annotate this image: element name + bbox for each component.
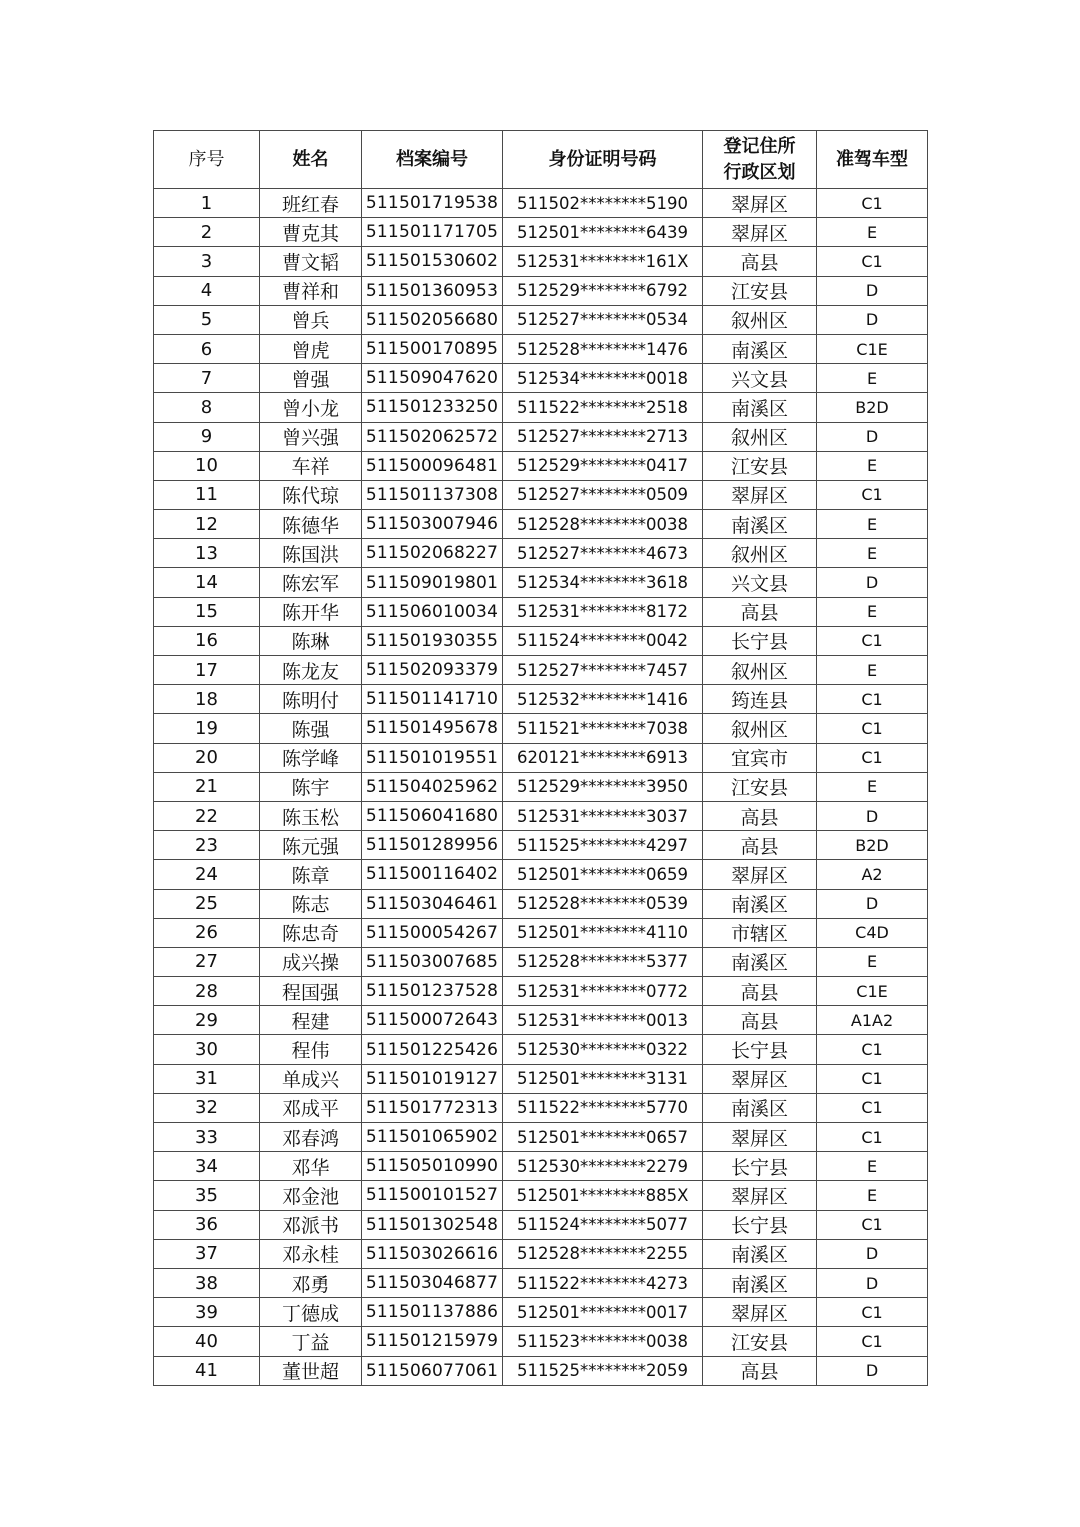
cell-name: 陈德华 [260, 510, 362, 539]
cell-id-number: 512527********2713 [503, 422, 703, 451]
cell-file-number: 511503007685 [362, 947, 503, 976]
cell-file-number: 511501171705 [362, 218, 503, 247]
table-row [154, 1152, 928, 1181]
table-row [154, 480, 928, 509]
cell-id-number: 512531********0772 [503, 977, 703, 1006]
cell-region: 翠屏区 [703, 1181, 817, 1210]
cell-id-number: 512530********2279 [503, 1152, 703, 1181]
table-row [154, 918, 928, 947]
license-list-sheet [153, 130, 927, 1386]
cell-license-type: C1 [817, 480, 928, 509]
cell-file-number: 511509019801 [362, 568, 503, 597]
table-row [154, 247, 928, 276]
cell-region: 江安县 [703, 1327, 817, 1356]
cell-file-number: 511503007946 [362, 510, 503, 539]
cell-file-number: 511500054267 [362, 918, 503, 947]
cell-license-type: C1 [817, 743, 928, 772]
cell-name: 邓华 [260, 1152, 362, 1181]
table-row [154, 947, 928, 976]
table-row [154, 510, 928, 539]
cell-serial-number: 38 [154, 1268, 260, 1297]
cell-name: 成兴操 [260, 947, 362, 976]
cell-file-number: 511501019551 [362, 743, 503, 772]
cell-id-number: 512501********0659 [503, 860, 703, 889]
cell-name: 陈国洪 [260, 539, 362, 568]
cell-serial-number: 8 [154, 393, 260, 422]
cell-region: 长宁县 [703, 1152, 817, 1181]
cell-license-type: E [817, 1181, 928, 1210]
cell-id-number: 512529********0417 [503, 451, 703, 480]
cell-id-number: 512527********4673 [503, 539, 703, 568]
table-row [154, 1268, 928, 1297]
cell-name: 陈强 [260, 714, 362, 743]
cell-name: 曹祥和 [260, 276, 362, 305]
cell-serial-number: 7 [154, 364, 260, 393]
cell-region: 南溪区 [703, 393, 817, 422]
cell-name: 陈宇 [260, 772, 362, 801]
cell-id-number: 511522********5770 [503, 1093, 703, 1122]
cell-serial-number: 39 [154, 1298, 260, 1327]
cell-file-number: 511503026616 [362, 1239, 503, 1268]
cell-id-number: 620121********6913 [503, 743, 703, 772]
table-row [154, 393, 928, 422]
table-body [154, 189, 928, 1386]
cell-region: 高县 [703, 801, 817, 830]
cell-license-type: C1 [817, 714, 928, 743]
table-row [154, 1123, 928, 1152]
table-row [154, 714, 928, 743]
cell-file-number: 511500072643 [362, 1006, 503, 1035]
table-row [154, 597, 928, 626]
cell-id-number: 512501********6439 [503, 218, 703, 247]
table-row [154, 831, 928, 860]
cell-name: 曾强 [260, 364, 362, 393]
header-serial-number: 序号 [154, 131, 260, 189]
cell-name: 曾小龙 [260, 393, 362, 422]
table-row [154, 626, 928, 655]
cell-serial-number: 31 [154, 1064, 260, 1093]
cell-license-type: E [817, 451, 928, 480]
cell-region: 江安县 [703, 451, 817, 480]
cell-serial-number: 5 [154, 305, 260, 334]
cell-file-number: 511501360953 [362, 276, 503, 305]
cell-license-type: E [817, 1152, 928, 1181]
table-row [154, 451, 928, 480]
cell-license-type: A2 [817, 860, 928, 889]
cell-region: 翠屏区 [703, 1123, 817, 1152]
cell-id-number: 512528********2255 [503, 1239, 703, 1268]
cell-license-type: C1 [817, 189, 928, 218]
cell-license-type: C1 [817, 1093, 928, 1122]
cell-id-number: 512528********0038 [503, 510, 703, 539]
cell-serial-number: 17 [154, 656, 260, 685]
cell-name: 曹克其 [260, 218, 362, 247]
cell-license-type: C1 [817, 1064, 928, 1093]
cell-serial-number: 12 [154, 510, 260, 539]
table-row [154, 364, 928, 393]
cell-serial-number: 4 [154, 276, 260, 305]
cell-license-type: C1 [817, 1210, 928, 1239]
cell-file-number: 511503046877 [362, 1268, 503, 1297]
cell-file-number: 511500170895 [362, 334, 503, 363]
cell-region: 兴文县 [703, 568, 817, 597]
cell-file-number: 511502056680 [362, 305, 503, 334]
cell-id-number: 512527********0509 [503, 480, 703, 509]
cell-name: 程国强 [260, 977, 362, 1006]
cell-name: 陈琳 [260, 626, 362, 655]
cell-id-number: 512531********8172 [503, 597, 703, 626]
cell-id-number: 511525********2059 [503, 1356, 703, 1385]
cell-file-number: 511502093379 [362, 656, 503, 685]
cell-id-number: 512534********0018 [503, 364, 703, 393]
cell-id-number: 512501********0657 [503, 1123, 703, 1152]
cell-region: 高县 [703, 247, 817, 276]
cell-license-type: C1 [817, 685, 928, 714]
table-row [154, 772, 928, 801]
cell-region: 长宁县 [703, 626, 817, 655]
cell-license-type: D [817, 889, 928, 918]
cell-license-type: D [817, 1239, 928, 1268]
cell-region: 筠连县 [703, 685, 817, 714]
cell-file-number: 511501019127 [362, 1064, 503, 1093]
cell-name: 邓派书 [260, 1210, 362, 1239]
cell-license-type: E [817, 656, 928, 685]
cell-license-type: D [817, 801, 928, 830]
cell-region: 翠屏区 [703, 218, 817, 247]
cell-file-number: 511506010034 [362, 597, 503, 626]
cell-name: 丁德成 [260, 1298, 362, 1327]
cell-file-number: 511504025962 [362, 772, 503, 801]
table-row [154, 1210, 928, 1239]
cell-file-number: 511502068227 [362, 539, 503, 568]
cell-file-number: 511501225426 [362, 1035, 503, 1064]
cell-name: 曹文韬 [260, 247, 362, 276]
cell-name: 程建 [260, 1006, 362, 1035]
cell-name: 丁益 [260, 1327, 362, 1356]
cell-license-type: C1 [817, 1298, 928, 1327]
cell-region: 叙州区 [703, 539, 817, 568]
driver-license-table [153, 130, 928, 1386]
cell-license-type: C1 [817, 1123, 928, 1152]
cell-serial-number: 34 [154, 1152, 260, 1181]
cell-id-number: 512501********0017 [503, 1298, 703, 1327]
cell-name: 程伟 [260, 1035, 362, 1064]
cell-license-type: E [817, 364, 928, 393]
cell-id-number: 511525********4297 [503, 831, 703, 860]
table-row [154, 1327, 928, 1356]
cell-name: 陈宏军 [260, 568, 362, 597]
cell-file-number: 511500096481 [362, 451, 503, 480]
cell-file-number: 511501065902 [362, 1123, 503, 1152]
header-file-number: 档案编号 [362, 131, 503, 189]
cell-name: 邓永桂 [260, 1239, 362, 1268]
cell-region: 宜宾市 [703, 743, 817, 772]
cell-serial-number: 41 [154, 1356, 260, 1385]
table-row [154, 1356, 928, 1385]
cell-id-number: 512527********7457 [503, 656, 703, 685]
cell-region: 南溪区 [703, 1268, 817, 1297]
cell-serial-number: 36 [154, 1210, 260, 1239]
cell-serial-number: 3 [154, 247, 260, 276]
table-row [154, 1064, 928, 1093]
table-row [154, 743, 928, 772]
cell-name: 陈志 [260, 889, 362, 918]
cell-id-number: 511521********7038 [503, 714, 703, 743]
cell-file-number: 511501289956 [362, 831, 503, 860]
cell-id-number: 511523********0038 [503, 1327, 703, 1356]
cell-id-number: 512531********3037 [503, 801, 703, 830]
cell-name: 陈明付 [260, 685, 362, 714]
cell-serial-number: 16 [154, 626, 260, 655]
cell-file-number: 511509047620 [362, 364, 503, 393]
table-row [154, 276, 928, 305]
cell-file-number: 511500116402 [362, 860, 503, 889]
cell-region: 江安县 [703, 276, 817, 305]
cell-region: 翠屏区 [703, 860, 817, 889]
cell-file-number: 511501137308 [362, 480, 503, 509]
cell-serial-number: 28 [154, 977, 260, 1006]
cell-region: 长宁县 [703, 1035, 817, 1064]
cell-id-number: 511502********5190 [503, 189, 703, 218]
cell-id-number: 511522********2518 [503, 393, 703, 422]
cell-name: 陈章 [260, 860, 362, 889]
cell-file-number: 511502062572 [362, 422, 503, 451]
cell-file-number: 511500101527 [362, 1181, 503, 1210]
cell-serial-number: 25 [154, 889, 260, 918]
cell-name: 董世超 [260, 1356, 362, 1385]
cell-id-number: 512528********5377 [503, 947, 703, 976]
cell-serial-number: 9 [154, 422, 260, 451]
cell-region: 叙州区 [703, 422, 817, 451]
table-row [154, 1298, 928, 1327]
cell-id-number: 512501********885X [503, 1181, 703, 1210]
cell-serial-number: 15 [154, 597, 260, 626]
cell-serial-number: 26 [154, 918, 260, 947]
cell-region: 高县 [703, 1006, 817, 1035]
cell-region: 南溪区 [703, 510, 817, 539]
cell-serial-number: 20 [154, 743, 260, 772]
cell-name: 陈学峰 [260, 743, 362, 772]
cell-name: 班红春 [260, 189, 362, 218]
header-id-number: 身份证明号码 [503, 131, 703, 189]
cell-name: 曾兴强 [260, 422, 362, 451]
cell-license-type: D [817, 568, 928, 597]
cell-serial-number: 22 [154, 801, 260, 830]
table-row [154, 656, 928, 685]
cell-file-number: 511506041680 [362, 801, 503, 830]
cell-serial-number: 35 [154, 1181, 260, 1210]
table-row [154, 422, 928, 451]
cell-serial-number: 14 [154, 568, 260, 597]
table-row [154, 305, 928, 334]
cell-serial-number: 33 [154, 1123, 260, 1152]
cell-region: 叙州区 [703, 305, 817, 334]
cell-region: 高县 [703, 1356, 817, 1385]
table-row [154, 801, 928, 830]
cell-name: 陈开华 [260, 597, 362, 626]
cell-region: 南溪区 [703, 889, 817, 918]
cell-region: 南溪区 [703, 334, 817, 363]
table-row [154, 334, 928, 363]
cell-name: 邓春鸿 [260, 1123, 362, 1152]
cell-name: 车祥 [260, 451, 362, 480]
cell-file-number: 511501237528 [362, 977, 503, 1006]
cell-serial-number: 27 [154, 947, 260, 976]
cell-serial-number: 29 [154, 1006, 260, 1035]
cell-id-number: 512531********0013 [503, 1006, 703, 1035]
table-row [154, 889, 928, 918]
cell-name: 陈玉松 [260, 801, 362, 830]
cell-region: 翠屏区 [703, 480, 817, 509]
cell-file-number: 511501141710 [362, 685, 503, 714]
cell-license-type: D [817, 276, 928, 305]
cell-license-type: B2D [817, 393, 928, 422]
cell-id-number: 512532********1416 [503, 685, 703, 714]
cell-region: 兴文县 [703, 364, 817, 393]
cell-id-number: 512528********0539 [503, 889, 703, 918]
cell-file-number: 511501719538 [362, 189, 503, 218]
cell-file-number: 511501495678 [362, 714, 503, 743]
table-row [154, 685, 928, 714]
cell-license-type: C1 [817, 247, 928, 276]
cell-serial-number: 11 [154, 480, 260, 509]
cell-serial-number: 37 [154, 1239, 260, 1268]
cell-serial-number: 6 [154, 334, 260, 363]
header-name: 姓名 [260, 131, 362, 189]
cell-serial-number: 24 [154, 860, 260, 889]
cell-region: 翠屏区 [703, 1064, 817, 1093]
cell-region: 江安县 [703, 772, 817, 801]
cell-file-number: 511501530602 [362, 247, 503, 276]
cell-serial-number: 30 [154, 1035, 260, 1064]
cell-id-number: 511522********4273 [503, 1268, 703, 1297]
cell-license-type: C1E [817, 334, 928, 363]
cell-file-number: 511501137886 [362, 1298, 503, 1327]
cell-region: 高县 [703, 597, 817, 626]
cell-id-number: 512529********6792 [503, 276, 703, 305]
cell-license-type: D [817, 1268, 928, 1297]
cell-serial-number: 13 [154, 539, 260, 568]
cell-file-number: 511503046461 [362, 889, 503, 918]
table-row [154, 977, 928, 1006]
cell-id-number: 512530********0322 [503, 1035, 703, 1064]
cell-license-type: E [817, 597, 928, 626]
cell-region: 翠屏区 [703, 189, 817, 218]
cell-license-type: C1 [817, 1327, 928, 1356]
cell-license-type: E [817, 218, 928, 247]
cell-id-number: 512528********1476 [503, 334, 703, 363]
cell-id-number: 512534********3618 [503, 568, 703, 597]
cell-license-type: C1 [817, 626, 928, 655]
cell-region: 翠屏区 [703, 1298, 817, 1327]
cell-region: 高县 [703, 831, 817, 860]
cell-id-number: 511524********0042 [503, 626, 703, 655]
table-row [154, 568, 928, 597]
cell-name: 曾虎 [260, 334, 362, 363]
cell-region: 南溪区 [703, 1239, 817, 1268]
cell-serial-number: 23 [154, 831, 260, 860]
cell-serial-number: 18 [154, 685, 260, 714]
cell-license-type: C1 [817, 1035, 928, 1064]
cell-file-number: 511501233250 [362, 393, 503, 422]
cell-name: 陈元强 [260, 831, 362, 860]
cell-file-number: 511501772313 [362, 1093, 503, 1122]
cell-license-type: D [817, 422, 928, 451]
cell-license-type: D [817, 305, 928, 334]
table-row [154, 1181, 928, 1210]
cell-serial-number: 32 [154, 1093, 260, 1122]
cell-license-type: A1A2 [817, 1006, 928, 1035]
cell-file-number: 511501302548 [362, 1210, 503, 1239]
table-header-row [154, 131, 928, 189]
cell-license-type: E [817, 510, 928, 539]
cell-id-number: 512501********4110 [503, 918, 703, 947]
table-row [154, 1035, 928, 1064]
table-row [154, 1239, 928, 1268]
cell-region: 南溪区 [703, 1093, 817, 1122]
cell-serial-number: 21 [154, 772, 260, 801]
cell-file-number: 511505010990 [362, 1152, 503, 1181]
cell-serial-number: 10 [154, 451, 260, 480]
cell-license-type: E [817, 947, 928, 976]
cell-name: 曾兵 [260, 305, 362, 334]
cell-license-type: C1E [817, 977, 928, 1006]
cell-id-number: 512529********3950 [503, 772, 703, 801]
cell-id-number: 512531********161X [503, 247, 703, 276]
cell-license-type: D [817, 1356, 928, 1385]
cell-name: 邓成平 [260, 1093, 362, 1122]
cell-serial-number: 1 [154, 189, 260, 218]
cell-file-number: 511501930355 [362, 626, 503, 655]
table-row [154, 218, 928, 247]
cell-license-type: C4D [817, 918, 928, 947]
cell-region: 南溪区 [703, 947, 817, 976]
cell-serial-number: 40 [154, 1327, 260, 1356]
table-row [154, 189, 928, 218]
cell-name: 邓勇 [260, 1268, 362, 1297]
cell-license-type: B2D [817, 831, 928, 860]
header-license-type: 准驾车型 [817, 131, 928, 189]
cell-id-number: 511524********5077 [503, 1210, 703, 1239]
cell-region: 市辖区 [703, 918, 817, 947]
cell-license-type: E [817, 539, 928, 568]
cell-name: 单成兴 [260, 1064, 362, 1093]
table-row [154, 1006, 928, 1035]
cell-file-number: 511501215979 [362, 1327, 503, 1356]
cell-name: 陈代琼 [260, 480, 362, 509]
table-row [154, 539, 928, 568]
cell-id-number: 512501********3131 [503, 1064, 703, 1093]
header-region: 登记住所行政区划 [703, 131, 817, 189]
cell-serial-number: 2 [154, 218, 260, 247]
cell-region: 叙州区 [703, 656, 817, 685]
cell-name: 邓金池 [260, 1181, 362, 1210]
cell-license-type: E [817, 772, 928, 801]
cell-region: 长宁县 [703, 1210, 817, 1239]
cell-name: 陈龙友 [260, 656, 362, 685]
cell-region: 高县 [703, 977, 817, 1006]
table-row [154, 1093, 928, 1122]
cell-id-number: 512527********0534 [503, 305, 703, 334]
cell-region: 叙州区 [703, 714, 817, 743]
table-row [154, 860, 928, 889]
cell-name: 陈忠奇 [260, 918, 362, 947]
cell-file-number: 511506077061 [362, 1356, 503, 1385]
cell-serial-number: 19 [154, 714, 260, 743]
